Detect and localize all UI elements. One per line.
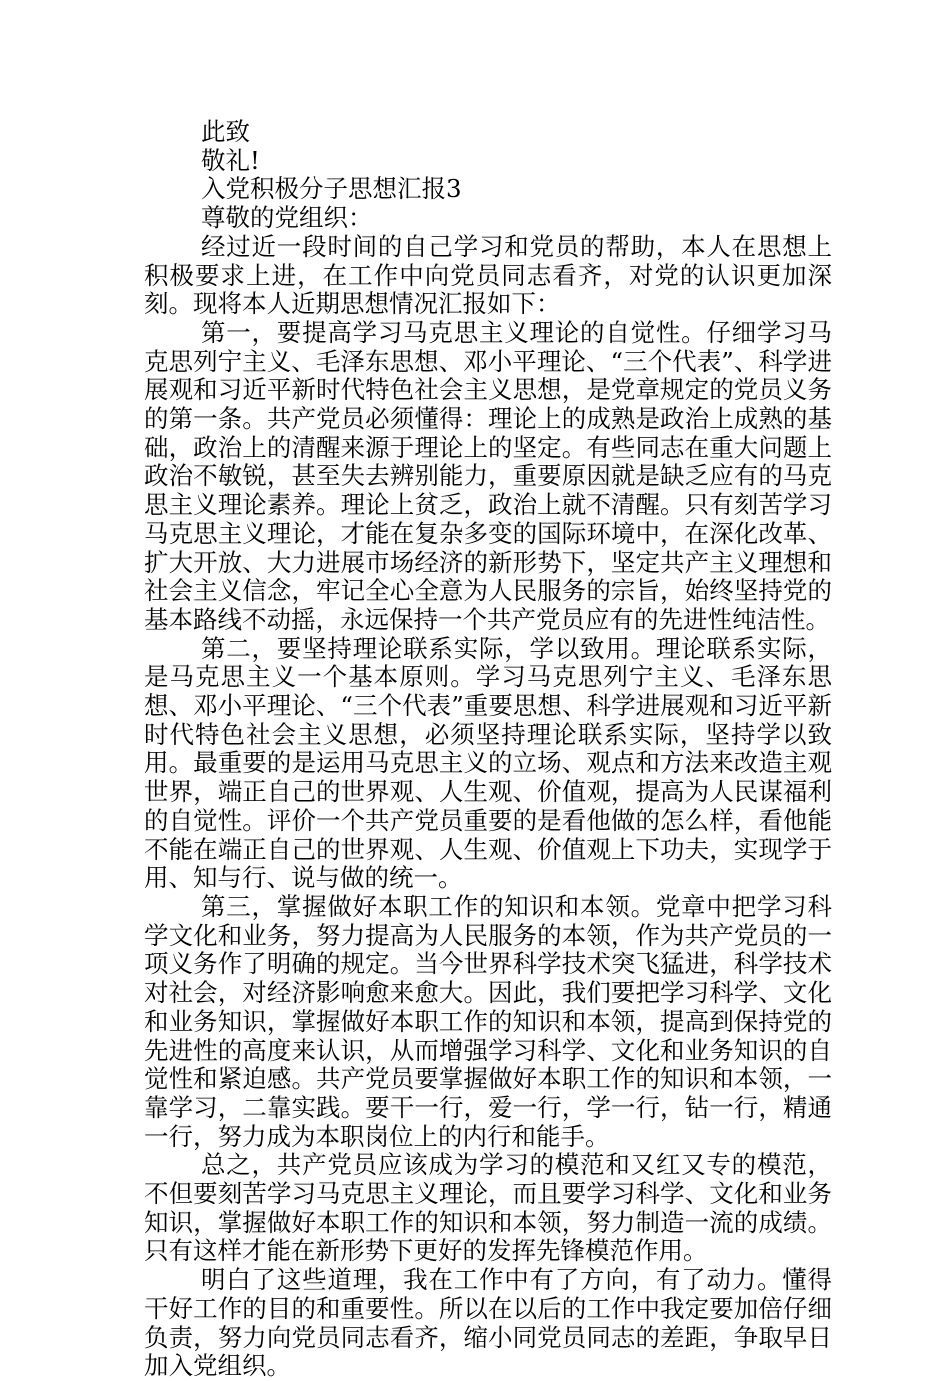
paragraph-third: 第三，掌握做好本职工作的知识和本领。党章中把学习科学文化和业务，努力提高为人民服务的本领，作为共产党员的一项义务作了明确的规定。当今世界科学技术突飞猛进，科学技术对社会，对经济影响愈来愈大。因此，我们要把学习科学、文化和业务知识，掌握做好本职工作的知识和本领，提高到保持党的先进性的高度来认识，从而增强学习科学、文化和业务知识的自觉性和紧迫感。共产党员要掌握做好本职工作的知识和本领，一靠学习，二靠实践。要干一行，爱一行，学一行，钻一行，精通一行，努力成为本职岗位上的内行和能手。 [144, 891, 832, 1151]
paragraph-conclusion: 明白了这些道理，我在工作中有了方向，有了动力。懂得干好工作的目的和重要性。所以在以后的工作中我定要加倍仔细负责，努力向党员同志看齐，缩小同党员同志的差距，争取早日加入党组织。 [144, 1265, 832, 1381]
closing-line: 此致 [201, 117, 250, 146]
document-page [144, 118, 832, 1381]
paragraph-first: 第一，要提高学习马克思主义理论的自觉性。仔细学习马克思列宁主义、毛泽东思想、邓小平理论、“三个代表”、科学进展观和习近平新时代特色社会主义思想，是党章规定的党员义务的第一条。共产党员必须懂得：理论上的成熟是政治上成熟的基础，政治上的清醒来源于理论上的坚定。有些同志在重大问题上政治不敏锐，甚至失去辨别能力，重要原因就是缺乏应有的马克思主义理论素养。理论上贫乏，政治上就不清醒。只有刻苦学习马克思主义理论，才能在复杂多变的国际环境中，在深化改革、扩大开放、大力进展市场经济的新形势下，坚定共产主义理想和社会主义信念，牢记全心全意为人民服务的宗旨，始终坚持党的基本路线不动摇，永远保持一个共产党员应有的先进性纯洁性。 [144, 317, 832, 634]
paragraph-second: 第二，要坚持理论联系实际，学以致用。理论联系实际，是马克思主义一个基本原则。学习马克思列宁主义、毛泽东思想、邓小平理论、“三个代表”重要思想、科学进展观和习近平新时代特色社会主义思想，必须坚持理论联系实际，坚持学以致用。最重要的是运用马克思主义的立场、观点和方法来改造主观世界，端正自己的世界观、人生观、价值观，提高为人民谋福利的自觉性。评价一个共产党员重要的是看他做的怎么样，看他能不能在端正自己的世界观、人生观、价值观上下功夫，实现学于用、知与行、说与做的统一。 [144, 633, 832, 893]
paragraph-summary: 总之，共产党员应该成为学习的模范和又红又专的模范，不但要刻苦学习马克思主义理论，而且要学习科学、文化和业务知识，掌握做好本职工作的知识和本领，努力制造一流的成绩。只有这样才能在新形势下更好的发挥先锋模范作用。 [144, 1150, 832, 1266]
salute-line: 敬礼! [201, 145, 260, 175]
greeting-line: 尊敬的党组织： [201, 203, 373, 233]
paragraph-intro: 经过近一段时间的自己学习和党员的帮助，本人在思想上积极要求上进，在工作中向党员同志看齐，对党的认识更加深刻。现将本人近期思想情况汇报如下： [144, 231, 832, 319]
document-title: 入党积极分子思想汇报3 [201, 174, 462, 204]
